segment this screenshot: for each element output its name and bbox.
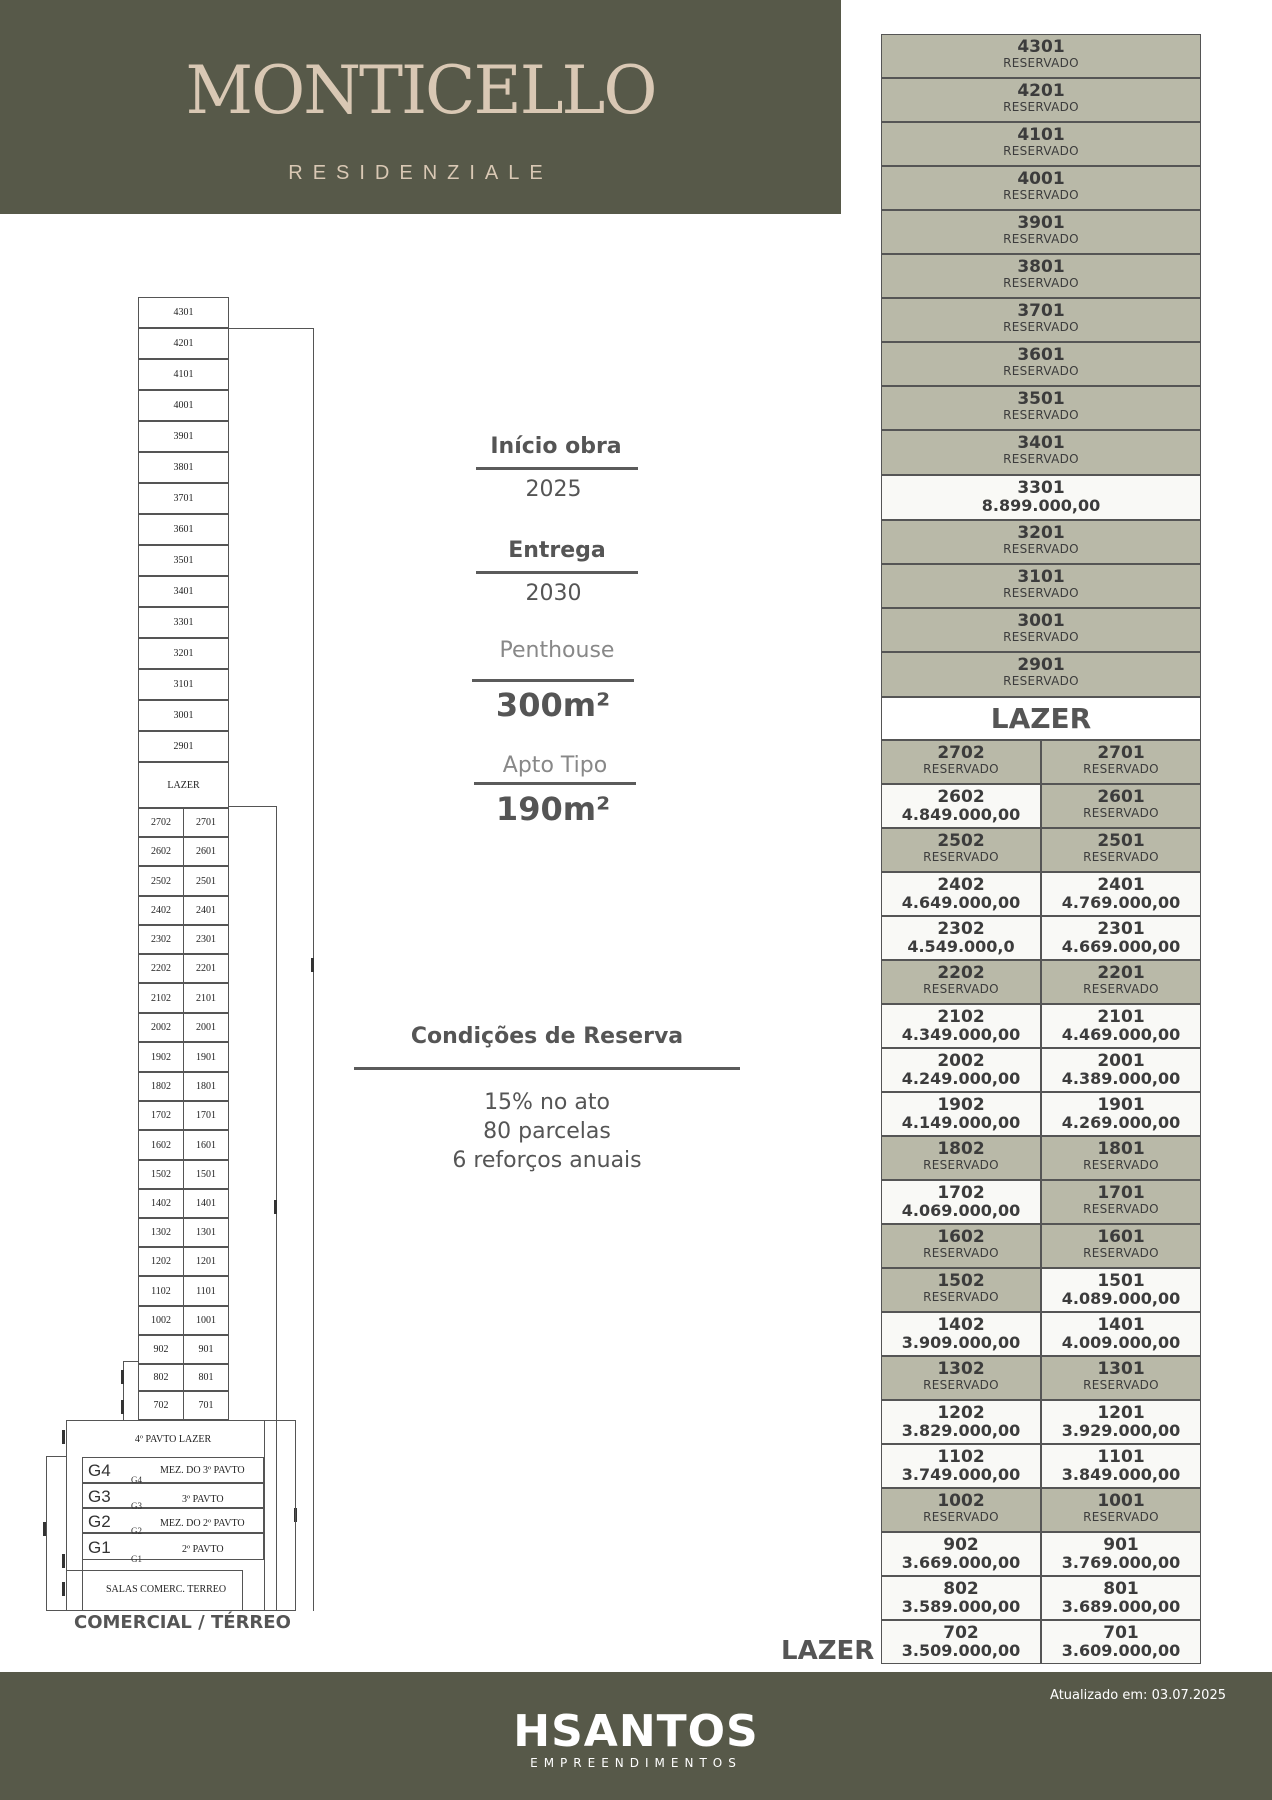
schematic-floor-1902: 1902 — [138, 1042, 184, 1072]
unit-price: 3.769.000,00 — [1061, 1553, 1181, 1572]
brand-title: MONTICELLO — [185, 52, 656, 129]
apto-tipo-label: Apto Tipo — [502, 753, 608, 778]
schematic-floor-3701: 3701 — [138, 483, 229, 514]
reserved-badge: RESERVADO — [1003, 674, 1079, 688]
reserved-badge: RESERVADO — [1083, 1158, 1159, 1172]
unit-price: 3.849.000,00 — [1061, 1465, 1181, 1484]
unit-3401[interactable] — [881, 430, 1201, 475]
schematic-line — [123, 1361, 138, 1362]
reserved-badge: RESERVADO — [923, 850, 999, 864]
unit-2701[interactable] — [1041, 740, 1201, 784]
schematic-floor-1301: 1301 — [183, 1218, 229, 1247]
podium-text-g4: MEZ. DO 3º PAVTO — [160, 1465, 245, 1476]
reserved-badge: RESERVADO — [1003, 100, 1079, 114]
schematic-floor-2002: 2002 — [138, 1013, 184, 1042]
unit-2401[interactable] — [1041, 872, 1201, 916]
unit-1302[interactable] — [881, 1356, 1041, 1400]
unit-4301[interactable] — [881, 34, 1201, 78]
schematic-floor-1501: 1501 — [183, 1160, 229, 1189]
unit-number: 2002 — [937, 1051, 985, 1071]
unit-price: 4.069.000,00 — [901, 1201, 1021, 1220]
unit-901[interactable] — [1041, 1532, 1201, 1576]
unit-1301[interactable] — [1041, 1356, 1201, 1400]
hsantos-logo: HSANTOS — [513, 1706, 759, 1757]
divider — [476, 571, 638, 574]
unit-number: 2901 — [1017, 655, 1065, 675]
schematic-line — [228, 806, 277, 807]
schematic-floor-2501: 2501 — [183, 866, 229, 896]
unit-number: 1701 — [1097, 1183, 1145, 1203]
reserved-badge: RESERVADO — [923, 1378, 999, 1392]
garage-label-g1: G1 — [88, 1538, 111, 1557]
unit-1401[interactable] — [1041, 1312, 1201, 1356]
schematic-tick — [311, 958, 314, 972]
unit-number: 2702 — [937, 743, 985, 763]
podium-text-g1: 2º PAVTO — [182, 1544, 224, 1555]
podium-line — [295, 1420, 296, 1611]
unit-price: 3.589.000,00 — [901, 1597, 1021, 1616]
condicao-line: 80 parcelas — [483, 1119, 611, 1144]
schematic-tick — [62, 1582, 65, 1596]
availability-grid — [881, 34, 1201, 1660]
unit-3301[interactable] — [881, 475, 1201, 520]
schematic-lazer: LAZER — [138, 762, 229, 808]
unit-1102[interactable] — [881, 1444, 1041, 1488]
schematic-floor-2702: 2702 — [138, 808, 184, 837]
unit-2501[interactable] — [1041, 828, 1201, 872]
unit-number: 802 — [943, 1579, 979, 1599]
schematic-floor-2401: 2401 — [183, 896, 229, 925]
unit-1602[interactable] — [881, 1224, 1041, 1268]
schematic-tick — [121, 1400, 124, 1414]
schematic-floor-1601: 1601 — [183, 1130, 229, 1160]
unit-price: 3.829.000,00 — [901, 1421, 1021, 1440]
unit-number: 1802 — [937, 1139, 985, 1159]
reserved-badge: RESERVADO — [1083, 1202, 1159, 1216]
unit-1701[interactable] — [1041, 1180, 1201, 1224]
reserved-badge: RESERVADO — [1003, 276, 1079, 290]
unit-number: 1901 — [1097, 1095, 1145, 1115]
schematic-tick — [62, 1554, 65, 1568]
reserved-badge: RESERVADO — [1003, 364, 1079, 378]
schematic-tick — [274, 1200, 277, 1214]
unit-2402[interactable] — [881, 872, 1041, 916]
schematic-floor-3001: 3001 — [138, 700, 229, 731]
schematic-floor-2001: 2001 — [183, 1013, 229, 1042]
unit-3701[interactable] — [881, 298, 1201, 342]
comercial-label: COMERCIAL / TÉRREO — [74, 1612, 291, 1633]
reserved-badge: RESERVADO — [1003, 452, 1079, 466]
schematic-floor-3501: 3501 — [138, 545, 229, 576]
unit-number: 1102 — [937, 1447, 985, 1467]
unit-number: 2201 — [1097, 963, 1145, 983]
podium-line — [66, 1420, 67, 1611]
unit-price: 4.649.000,00 — [901, 893, 1021, 912]
unit-price: 4.389.000,00 — [1061, 1069, 1181, 1088]
garage-small-g2: G2 — [131, 1526, 142, 1536]
garage-label-g2: G2 — [88, 1512, 111, 1531]
logo-subtitle: EMPREENDIMENTOS — [530, 1756, 742, 1770]
unit-2901[interactable] — [881, 652, 1201, 697]
unit-1902[interactable] — [881, 1092, 1041, 1136]
unit-3001[interactable] — [881, 608, 1201, 652]
unit-number: 1402 — [937, 1315, 985, 1335]
condicao-line: 15% no ato — [484, 1090, 610, 1115]
unit-number: 3501 — [1017, 389, 1065, 409]
schematic-floor-1001: 1001 — [183, 1306, 229, 1335]
schematic-floor-3401: 3401 — [138, 576, 229, 607]
schematic-floor-2402: 2402 — [138, 896, 184, 925]
schematic-floor-1802: 1802 — [138, 1072, 184, 1101]
unit-number: 902 — [943, 1535, 979, 1555]
reserved-badge: RESERVADO — [1003, 188, 1079, 202]
schematic-floor-1702: 1702 — [138, 1101, 184, 1130]
schematic-floor-1401: 1401 — [183, 1189, 229, 1218]
unit-number: 3701 — [1017, 301, 1065, 321]
unit-price: 3.909.000,00 — [901, 1333, 1021, 1352]
schematic-tick — [121, 1370, 124, 1384]
schematic-floor-2201: 2201 — [183, 954, 229, 983]
unit-702[interactable] — [881, 1620, 1041, 1664]
unit-number: 901 — [1103, 1535, 1139, 1555]
reserved-badge: RESERVADO — [1083, 1246, 1159, 1260]
unit-1201[interactable] — [1041, 1400, 1201, 1444]
schematic-floor-2301: 2301 — [183, 925, 229, 954]
unit-number: 2102 — [937, 1007, 985, 1027]
apto-tipo-area: 190m² — [495, 790, 611, 828]
unit-3501[interactable] — [881, 386, 1201, 430]
unit-2101[interactable] — [1041, 1004, 1201, 1048]
reserved-badge: RESERVADO — [923, 1510, 999, 1524]
schematic-floor-2701: 2701 — [183, 808, 229, 837]
podium-line — [264, 1420, 265, 1611]
lazer-floor: LAZER — [881, 697, 1201, 740]
unit-price: 3.689.000,00 — [1061, 1597, 1181, 1616]
unit-4201[interactable] — [881, 78, 1201, 122]
schematic-floor-1202: 1202 — [138, 1247, 184, 1276]
unit-number: 4101 — [1017, 125, 1065, 145]
entrega-value: 2030 — [525, 581, 582, 606]
schematic-floor-2101: 2101 — [183, 983, 229, 1013]
schematic-floor-4101: 4101 — [138, 359, 229, 390]
unit-1801[interactable] — [1041, 1136, 1201, 1180]
unit-number: 2502 — [937, 831, 985, 851]
unit-number: 3101 — [1017, 567, 1065, 587]
unit-1001[interactable] — [1041, 1488, 1201, 1532]
unit-number: 2501 — [1097, 831, 1145, 851]
unit-number: 1201 — [1097, 1403, 1145, 1423]
unit-number: 1601 — [1097, 1227, 1145, 1247]
unit-number: 1001 — [1097, 1491, 1145, 1511]
schematic-floor-4201: 4201 — [138, 328, 229, 359]
unit-1402[interactable] — [881, 1312, 1041, 1356]
reserved-badge: RESERVADO — [1083, 806, 1159, 820]
reserved-badge: RESERVADO — [1003, 630, 1079, 644]
reserved-badge: RESERVADO — [1003, 408, 1079, 422]
unit-number: 1301 — [1097, 1359, 1145, 1379]
schematic-floor-1402: 1402 — [138, 1189, 184, 1218]
unit-price: 4.249.000,00 — [901, 1069, 1021, 1088]
unit-price: 3.609.000,00 — [1061, 1641, 1181, 1660]
unit-price: 4.549.000,0 — [907, 937, 1015, 956]
reserved-badge: RESERVADO — [923, 982, 999, 996]
podium-text-g3: 3º PAVTO — [182, 1494, 224, 1505]
schematic-floor-1602: 1602 — [138, 1130, 184, 1160]
schematic-floor-3301: 3301 — [138, 607, 229, 638]
unit-price: 4.769.000,00 — [1061, 893, 1181, 912]
unit-4001[interactable] — [881, 166, 1201, 210]
schematic-floor-2502: 2502 — [138, 866, 184, 896]
schematic-floor-1901: 1901 — [183, 1042, 229, 1072]
footer — [0, 1672, 1272, 1800]
unit-price: 4.009.000,00 — [1061, 1333, 1181, 1352]
schematic-floor-3601: 3601 — [138, 514, 229, 545]
podium-line — [66, 1570, 242, 1571]
unit-4101[interactable] — [881, 122, 1201, 166]
schematic-floor-2302: 2302 — [138, 925, 184, 954]
unit-2102[interactable] — [881, 1004, 1041, 1048]
schematic-floor-1701: 1701 — [183, 1101, 229, 1130]
unit-number: 1101 — [1097, 1447, 1145, 1467]
unit-1901[interactable] — [1041, 1092, 1201, 1136]
schematic-floor-1101: 1101 — [183, 1276, 229, 1306]
unit-number: 3801 — [1017, 257, 1065, 277]
unit-2301[interactable] — [1041, 916, 1201, 960]
unit-price: 4.849.000,00 — [901, 805, 1021, 824]
unit-number: 1902 — [937, 1095, 985, 1115]
podium-4-pavto: 4º PAVTO LAZER — [82, 1421, 264, 1457]
unit-1501[interactable] — [1041, 1268, 1201, 1312]
unit-2002[interactable] — [881, 1048, 1041, 1092]
penthouse-area: 300m² — [495, 686, 611, 724]
unit-number: 2401 — [1097, 875, 1145, 895]
schematic-floor-3901: 3901 — [138, 421, 229, 452]
unit-number: 701 — [1103, 1623, 1139, 1643]
unit-number: 1602 — [937, 1227, 985, 1247]
unit-number: 2602 — [937, 787, 985, 807]
brand-subtitle: RESIDENZIALE — [288, 162, 553, 184]
unit-number: 1801 — [1097, 1139, 1145, 1159]
unit-number: 2101 — [1097, 1007, 1145, 1027]
unit-price: 4.269.000,00 — [1061, 1113, 1181, 1132]
unit-number: 1501 — [1097, 1271, 1145, 1291]
divider — [476, 467, 638, 470]
unit-2601[interactable] — [1041, 784, 1201, 828]
schematic-floor-2102: 2102 — [138, 983, 184, 1013]
unit-number: 3001 — [1017, 611, 1065, 631]
unit-price: 4.349.000,00 — [901, 1025, 1021, 1044]
unit-1002[interactable] — [881, 1488, 1041, 1532]
unit-number: 2601 — [1097, 787, 1145, 807]
inicio-obra-label: Início obra — [490, 434, 622, 459]
schematic-floor-701: 701 — [183, 1391, 229, 1420]
unit-number: 3301 — [1017, 478, 1065, 498]
unit-1101[interactable] — [1041, 1444, 1201, 1488]
schematic-floor-2901: 2901 — [138, 731, 229, 762]
unit-price: 3.509.000,00 — [901, 1641, 1021, 1660]
unit-price: 3.929.000,00 — [1061, 1421, 1181, 1440]
reserved-badge: RESERVADO — [1083, 982, 1159, 996]
schematic-floor-1102: 1102 — [138, 1276, 184, 1306]
schematic-floor-802: 802 — [138, 1364, 184, 1391]
unit-number: 702 — [943, 1623, 979, 1643]
unit-2302[interactable] — [881, 916, 1041, 960]
podium-terreo: SALAS COMERC. TERREO — [106, 1584, 227, 1595]
schematic-floor-3101: 3101 — [138, 669, 229, 700]
schematic-floor-902: 902 — [138, 1335, 184, 1364]
unit-3201[interactable] — [881, 520, 1201, 564]
lazer-label-bottom: LAZER — [781, 1636, 875, 1666]
schematic-floor-2602: 2602 — [138, 837, 184, 866]
unit-number: 2701 — [1097, 743, 1145, 763]
unit-2502[interactable] — [881, 828, 1041, 872]
unit-1502[interactable] — [881, 1268, 1041, 1312]
reserved-badge: RESERVADO — [923, 1158, 999, 1172]
reserved-badge: RESERVADO — [923, 1246, 999, 1260]
schematic-floor-3201: 3201 — [138, 638, 229, 669]
condicao-line: 6 reforços anuais — [452, 1148, 642, 1173]
garage-label-g3: G3 — [88, 1487, 111, 1506]
schematic-floor-1801: 1801 — [183, 1072, 229, 1101]
entrega-label: Entrega — [508, 538, 606, 563]
unit-price: 4.089.000,00 — [1061, 1289, 1181, 1308]
unit-number: 1002 — [937, 1491, 985, 1511]
schematic-floor-1302: 1302 — [138, 1218, 184, 1247]
unit-number: 3201 — [1017, 523, 1065, 543]
reserved-badge: RESERVADO — [1003, 232, 1079, 246]
unit-price: 4.149.000,00 — [901, 1113, 1021, 1132]
schematic-floor-1201: 1201 — [183, 1247, 229, 1276]
podium-line — [46, 1456, 67, 1457]
schematic-floor-702: 702 — [138, 1391, 184, 1420]
reserved-badge: RESERVADO — [1083, 850, 1159, 864]
unit-3601[interactable] — [881, 342, 1201, 386]
unit-number: 1302 — [937, 1359, 985, 1379]
unit-2201[interactable] — [1041, 960, 1201, 1004]
schematic-floor-1002: 1002 — [138, 1306, 184, 1335]
unit-price: 3.669.000,00 — [901, 1553, 1021, 1572]
unit-802[interactable] — [881, 1576, 1041, 1620]
reserved-badge: RESERVADO — [923, 762, 999, 776]
unit-number: 1401 — [1097, 1315, 1145, 1335]
schematic-floor-2202: 2202 — [138, 954, 184, 983]
unit-number: 3901 — [1017, 213, 1065, 233]
unit-number: 2301 — [1097, 919, 1145, 939]
podium-line — [46, 1456, 47, 1611]
unit-1202[interactable] — [881, 1400, 1041, 1444]
reserved-badge: RESERVADO — [1083, 762, 1159, 776]
podium-line — [242, 1570, 243, 1611]
schematic-tick — [62, 1430, 65, 1444]
schematic-line — [228, 328, 314, 329]
unit-3801[interactable] — [881, 254, 1201, 298]
unit-number: 4001 — [1017, 169, 1065, 189]
reserved-badge: RESERVADO — [1083, 1378, 1159, 1392]
reserved-badge: RESERVADO — [1003, 586, 1079, 600]
unit-number: 2402 — [937, 875, 985, 895]
schematic-floor-4001: 4001 — [138, 390, 229, 421]
unit-3901[interactable] — [881, 210, 1201, 254]
garage-label-g4: G4 — [88, 1461, 111, 1480]
schematic-floor-4301: 4301 — [138, 297, 229, 328]
schematic-floor-3801: 3801 — [138, 452, 229, 483]
unit-number: 3401 — [1017, 433, 1065, 453]
reserved-badge: RESERVADO — [1003, 542, 1079, 556]
divider — [474, 782, 636, 785]
condicoes-list — [394, 1088, 700, 1175]
garage-small-g1: G1 — [131, 1554, 142, 1564]
unit-number: 3601 — [1017, 345, 1065, 365]
reserved-badge: RESERVADO — [923, 1290, 999, 1304]
inicio-obra-value: 2025 — [525, 477, 582, 502]
garage-small-g3: G3 — [131, 1501, 142, 1511]
podium-line — [46, 1610, 296, 1611]
unit-701[interactable] — [1041, 1620, 1201, 1664]
unit-price: 4.469.000,00 — [1061, 1025, 1181, 1044]
unit-number: 2001 — [1097, 1051, 1145, 1071]
unit-number: 4201 — [1017, 81, 1065, 101]
updated-date: Atualizado em: 03.07.2025 — [1050, 1688, 1226, 1703]
schematic-floor-901: 901 — [183, 1335, 229, 1364]
divider — [472, 679, 634, 682]
unit-2702[interactable] — [881, 740, 1041, 784]
reserved-badge: RESERVADO — [1003, 56, 1079, 70]
reserved-badge: RESERVADO — [1003, 320, 1079, 334]
unit-number: 2202 — [937, 963, 985, 983]
penthouse-label: Penthouse — [499, 638, 615, 663]
unit-number: 2302 — [937, 919, 985, 939]
schematic-floor-801: 801 — [183, 1364, 229, 1391]
unit-number: 1502 — [937, 1271, 985, 1291]
schematic-floor-2601: 2601 — [183, 837, 229, 866]
unit-number: 1702 — [937, 1183, 985, 1203]
unit-2602[interactable] — [881, 784, 1041, 828]
unit-price: 3.749.000,00 — [901, 1465, 1021, 1484]
building-schematic — [0, 0, 340, 1640]
unit-801[interactable] — [1041, 1576, 1201, 1620]
unit-902[interactable] — [881, 1532, 1041, 1576]
unit-number: 801 — [1103, 1579, 1139, 1599]
unit-number: 4301 — [1017, 37, 1065, 57]
unit-1601[interactable] — [1041, 1224, 1201, 1268]
unit-price: 8.899.000,00 — [981, 496, 1101, 515]
unit-number: 1202 — [937, 1403, 985, 1423]
reserved-badge: RESERVADO — [1083, 1510, 1159, 1524]
unit-price: 4.669.000,00 — [1061, 937, 1181, 956]
garage-small-g4: G4 — [131, 1475, 142, 1485]
unit-1702[interactable] — [881, 1180, 1041, 1224]
unit-2001[interactable] — [1041, 1048, 1201, 1092]
podium-text-g2: MEZ. DO 2º PAVTO — [160, 1518, 245, 1529]
unit-2202[interactable] — [881, 960, 1041, 1004]
unit-1802[interactable] — [881, 1136, 1041, 1180]
unit-3101[interactable] — [881, 564, 1201, 608]
divider — [354, 1067, 740, 1070]
condicoes-title: Condições de Reserva — [410, 1024, 684, 1049]
schematic-floor-1502: 1502 — [138, 1160, 184, 1189]
reserved-badge: RESERVADO — [1003, 144, 1079, 158]
